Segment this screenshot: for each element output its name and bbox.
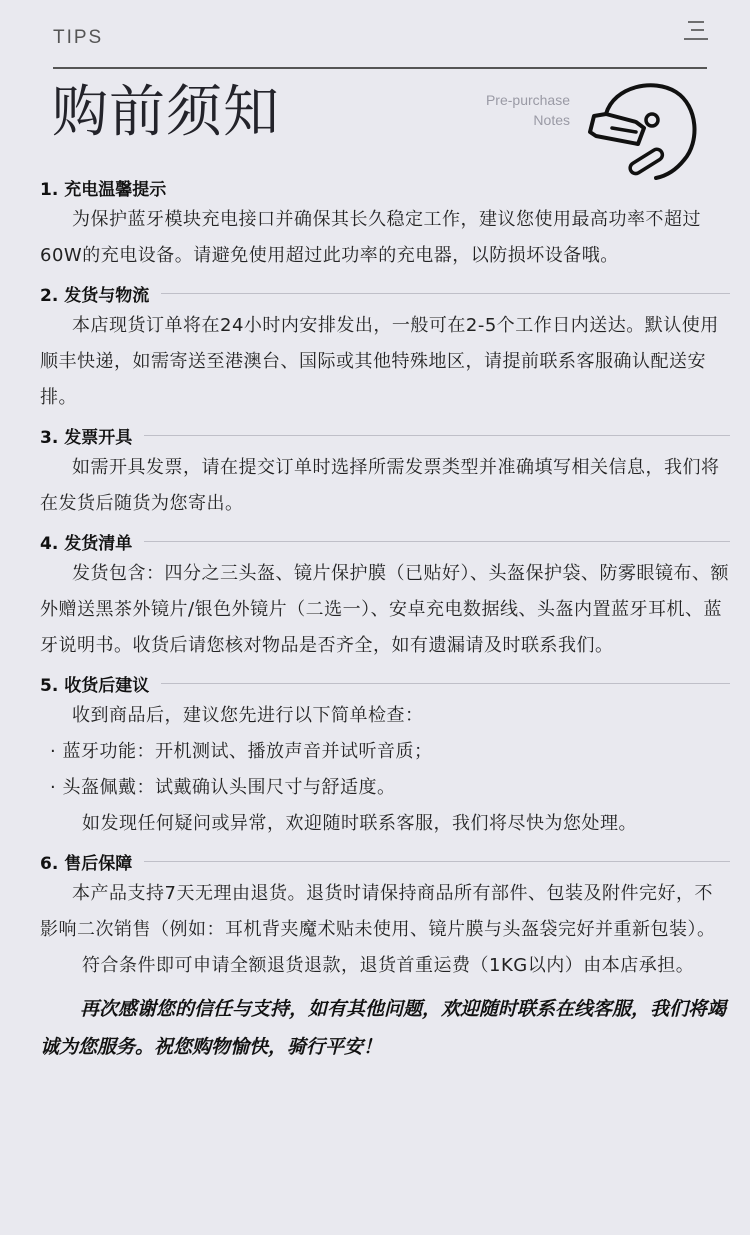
section-shipping [40,278,730,416]
page-subtitle [440,90,570,130]
section-outro: 如发现任何疑问或异常，欢迎随时联系客服，我们将尽快为您处理。 [82,813,637,834]
section-paragraph: 本店现货订单将在24小时内安排发出，一般可在2-5个工作日内送达。默认使用顺丰快递，如需寄送至港澳台、国际或其他特殊地区，请提前联系客服确认配送安排。 [40,315,719,408]
section-divider [144,435,730,436]
section-divider [144,861,730,862]
section-heading [40,172,730,202]
section-package-list [40,526,730,664]
closing-message: 再次感谢您的信任与支持，如有其他问题，欢迎随时联系在线客服，我们将竭诚为您服务。祝您购物愉快，骑行平安！ [40,998,727,1058]
tips-label: TIPS [53,27,104,48]
section-heading-text: 3. 发票开具 [40,427,133,448]
section-paragraph: 为保护蓝牙模块充电接口并确保其长久稳定工作，建议您使用最高功率不超过60W的充电设备。请避免使用超过此功率的充电器，以防损坏设备哦。 [40,209,701,266]
header-divider [53,67,707,69]
section-paragraph: 如需开具发票，请在提交订单时选择所需发票类型并准确填写相关信息，我们将在发货后随货为您寄出。 [40,457,720,514]
section-heading-text: 4. 发货清单 [40,533,133,554]
helmet-icon [584,76,700,186]
notes-content [40,172,730,1066]
section-charging [40,172,730,274]
section-invoice [40,420,730,522]
section-paragraph: 符合条件即可申请全额退货退款，退货首重运费（1KG以内）由本店承担。 [82,955,695,976]
section-divider [161,683,730,684]
section-heading-text: 5. 收货后建议 [40,675,150,696]
menu-icon[interactable] [684,20,708,42]
section-intro: 收到商品后，建议您先进行以下简单检查： [72,705,424,726]
section-paragraph: 本产品支持7天无理由退货。退货时请保持商品所有部件、包装及附件完好，不影响二次销售（例如：耳机背夹魔术贴未使用、镜片膜与头盔袋完好并重新包装）。 [40,883,716,940]
subtitle-line-2: Notes [533,112,570,128]
section-heading [40,420,730,450]
section-heading [40,668,730,698]
checklist-item: · 头盔佩戴：试戴确认头围尺寸与舒适度。 [50,777,396,798]
section-heading [40,278,730,308]
subtitle-line-1: Pre-purchase [485,92,570,108]
section-heading [40,526,730,556]
checklist-item: · 蓝牙功能：开机测试、播放声音并试听音质； [50,741,433,762]
section-divider [161,293,730,294]
section-heading-text: 2. 发货与物流 [40,285,150,306]
section-heading [40,846,730,876]
section-heading-text: 6. 售后保障 [40,853,133,874]
section-heading-text: 1. 充电温馨提示 [40,179,167,200]
section-after-sales [40,846,730,984]
section-paragraph: 发货包含：四分之三头盔、镜片保护膜（已贴好）、头盔保护袋、防雾眼镜布、额外赠送黑茶外镜片/银色外镜片（二选一）、安卓充电数据线、头盔内置蓝牙耳机、蓝牙说明书。收货后请您核对物品是否齐全，如有遗漏请及时联系我们。 [40,563,729,656]
section-after-receipt [40,668,730,842]
section-divider [144,541,730,542]
page-title: 购前须知 [52,80,280,145]
